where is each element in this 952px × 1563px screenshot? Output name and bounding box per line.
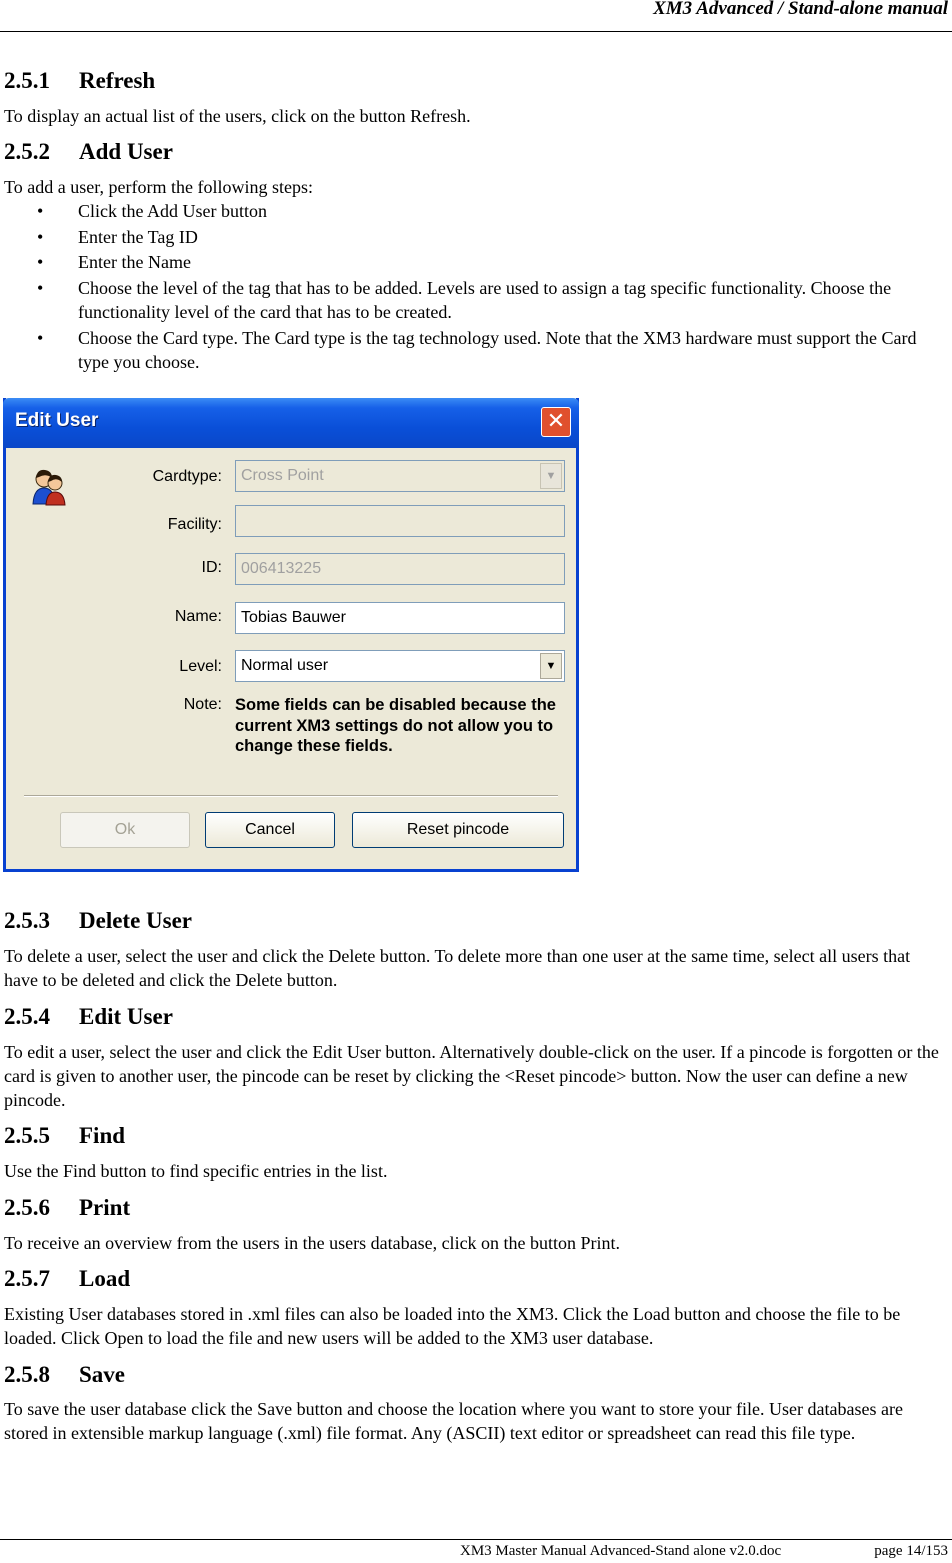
step-text: Choose the level of the tag that has to be added. Levels are used to assign a tag specific functionality. Choose the functionality level of the card that has to be created. (78, 277, 892, 322)
section-title: Find (79, 1123, 126, 1148)
list-item (0, 199, 946, 224)
bullet: • (37, 277, 44, 298)
dialog-title: Edit User (15, 410, 99, 431)
footer-page-number: page 14/153 (874, 1543, 948, 1559)
section-number: 2.5.2 (4, 139, 50, 164)
section-number: 2.5.8 (4, 1362, 50, 1387)
id-label: ID: (201, 559, 222, 576)
section-title: Delete User (79, 908, 193, 933)
heading-add-user (4, 139, 173, 165)
save-text: To save the user database click the Save button and choose the location where you want to store your file. User databases are stored in extensible markup language (.xml) file format. Any (ASCII) text editor or spreadsheet can read this file type. (4, 1399, 903, 1443)
heading-delete-user (4, 908, 192, 934)
list-item (0, 225, 946, 250)
level-value: Normal user (241, 657, 329, 674)
section-title: Add User (79, 139, 173, 164)
level-select[interactable] (235, 650, 565, 682)
load-text: Existing User databases stored in .xml files can also be loaded into the XM3. Click the Load button and choose the file to be loaded. Click Open to load the file and new users will be added to the XM3 user database. (4, 1304, 901, 1348)
add-user-steps (0, 199, 946, 376)
edit-user-text: To edit a user, select the user and click the Edit User button. Alternatively double-click on the user. If a pincode is forgotten or the card is given to another user, the pincode can be reset by clicking the <Reset pincode> button. Now the user can define a new pincode. (4, 1042, 939, 1110)
section-number: 2.5.5 (4, 1123, 50, 1148)
section-title: Load (79, 1266, 131, 1291)
refresh-text: To display an actual list of the users, click on the button Refresh. (4, 106, 471, 126)
section-number: 2.5.1 (4, 68, 50, 93)
id-field[interactable] (235, 553, 565, 585)
section-number: 2.5.6 (4, 1195, 50, 1220)
chevron-down-icon[interactable]: ▼ (540, 653, 562, 679)
facility-field[interactable] (235, 505, 565, 537)
section-number: 2.5.7 (4, 1266, 50, 1291)
find-text: Use the Find button to find specific entries in the list. (4, 1161, 388, 1181)
header-rule (0, 31, 952, 32)
facility-label: Facility: (167, 516, 222, 533)
heading-print (4, 1195, 130, 1221)
ok-button[interactable]: Ok (60, 812, 190, 848)
users-icon (30, 466, 68, 506)
bullet: • (37, 252, 44, 272)
close-button[interactable]: ✕ (541, 407, 571, 437)
add-user-text: To add a user, perform the following steps: (4, 177, 313, 197)
heading-refresh (4, 68, 155, 94)
note-text: Some fields can be disabled because the current XM3 settings do not allow you to change these fields. (235, 696, 556, 755)
cardtype-select[interactable] (235, 460, 565, 492)
footer-rule (0, 1539, 952, 1540)
list-item (0, 276, 946, 325)
bullet: • (37, 327, 44, 348)
section-title: Print (79, 1195, 131, 1220)
list-item (0, 326, 946, 375)
step-text: Choose the Card type. The Card type is the tag technology used. Note that the XM3 hardware must support the Card type you choose. (78, 327, 917, 372)
bullet: • (37, 226, 44, 247)
level-label: Level: (179, 658, 222, 675)
cancel-button[interactable]: Cancel (205, 812, 335, 848)
section-number: 2.5.3 (4, 908, 50, 933)
section-number: 2.5.4 (4, 1004, 50, 1029)
name-field[interactable] (235, 602, 565, 634)
footer-document-name: XM3 Master Manual Advanced-Stand alone v2.0.doc (460, 1543, 782, 1559)
list-item (0, 250, 946, 275)
name-label: Name: (174, 608, 222, 625)
section-title: Save (79, 1362, 125, 1387)
step-text: Click the Add User button (78, 201, 267, 221)
reset-pincode-button[interactable]: Reset pincode (352, 812, 564, 848)
chevron-down-icon[interactable]: ▼ (540, 463, 562, 489)
cardtype-label: Cardtype: (152, 468, 222, 485)
heading-edit-user (4, 1004, 173, 1030)
cardtype-value: Cross Point (241, 467, 324, 484)
bullet: • (37, 201, 44, 221)
edit-user-dialog (3, 398, 579, 872)
dialog-titlebar (3, 398, 579, 448)
section-title: Edit User (79, 1004, 173, 1029)
step-text: Enter the Name (78, 252, 191, 272)
name-value: Tobias Bauwer (241, 609, 346, 626)
page-header-title: XM3 Advanced / Stand-alone manual (653, 0, 948, 19)
heading-load (4, 1266, 130, 1292)
heading-find (4, 1123, 125, 1149)
heading-save (4, 1362, 125, 1388)
dialog-separator (24, 795, 558, 797)
step-text: Enter the Tag ID (78, 226, 198, 247)
note-label: Note: (183, 696, 222, 713)
id-value: 006413225 (241, 560, 322, 577)
delete-user-text: To delete a user, select the user and click the Delete button. To delete more than one user at the same time, select all users that have to be deleted and click the Delete button. (4, 946, 911, 990)
print-text: To receive an overview from the users in the users database, click on the button Print. (4, 1233, 621, 1253)
section-title: Refresh (79, 68, 156, 93)
